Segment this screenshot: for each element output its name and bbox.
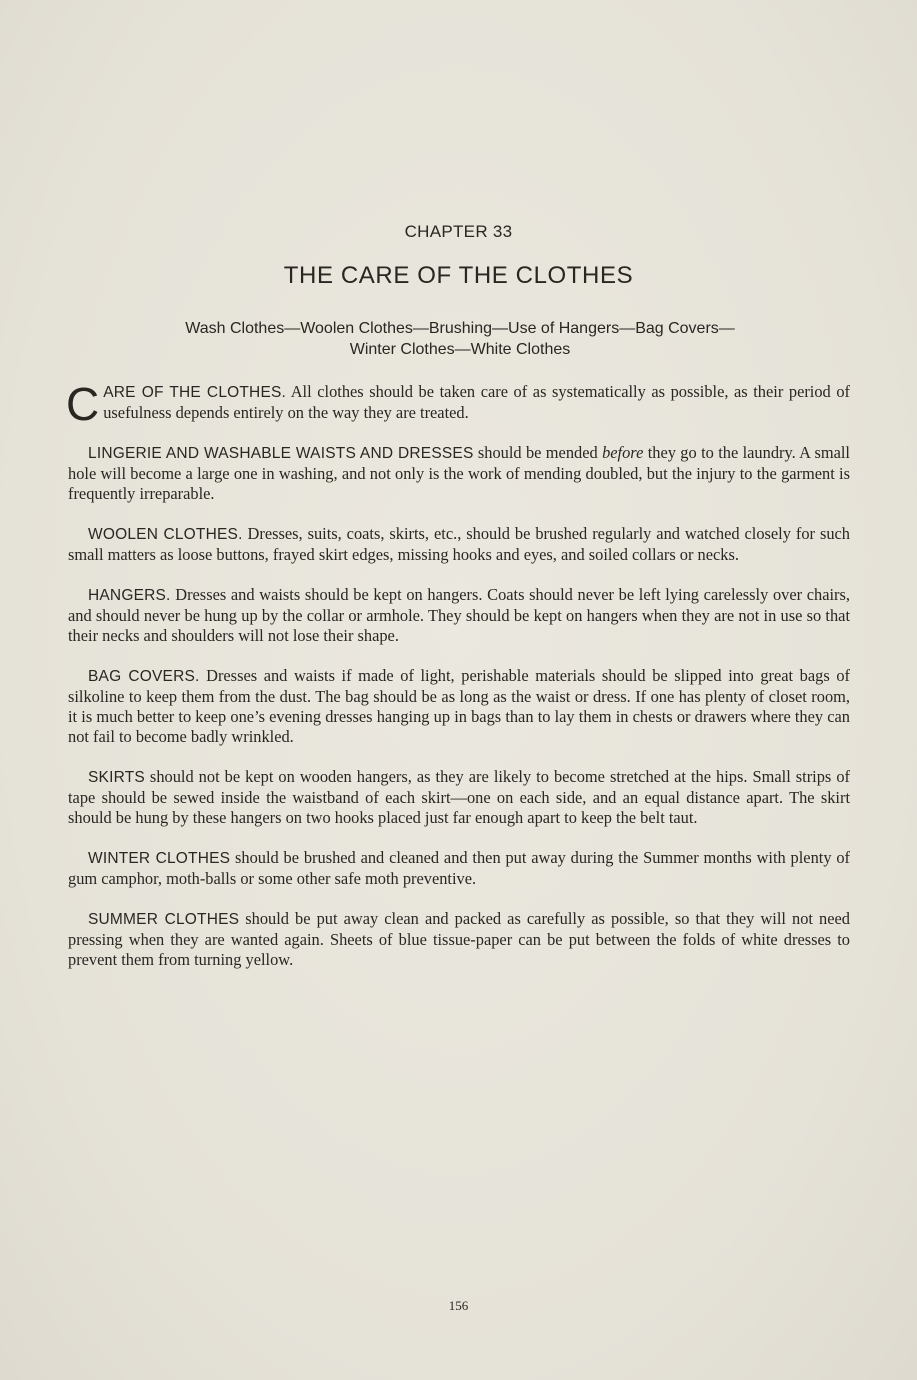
paragraph-woolen-clothes <box>68 524 850 565</box>
paragraph-lead: SKIRTS <box>88 769 145 786</box>
paragraph-emphasis: before <box>602 443 644 462</box>
page-number: 156 <box>448 1298 469 1313</box>
paragraph-hangers <box>68 585 850 646</box>
chapter-title: THE CARE OF THE CLOTHES <box>283 262 634 289</box>
paragraph-lead: SUMMER CLOTHES <box>88 911 240 928</box>
paragraph-lead: WINTER CLOTHES <box>88 850 231 867</box>
paragraph-lingerie <box>68 443 850 504</box>
paragraph-lead: ARE OF THE CLOTHES. <box>103 384 287 401</box>
paragraph-summer-clothes <box>68 909 850 970</box>
drop-cap: C <box>66 378 100 430</box>
chapter-subtitle <box>130 318 790 360</box>
paragraph-text: should be put away clean and packed as carefully as possible, so that they will not need pressing when they are wanted again. Sheets of blue tissue-paper can be put between the folds of white dresses to prevent them from turning yellow. <box>68 909 850 969</box>
paragraph-lead: HANGERS. <box>88 587 171 604</box>
body-text <box>66 378 850 990</box>
paragraph-lead: BAG COVERS. <box>88 668 200 685</box>
subtitle-line: Winter Clothes—White Clothes <box>349 341 571 358</box>
paragraph-text: All clothes should be taken care of as systematically as possible, as their period of usefulness depends entirely on the way they are treated. <box>103 382 850 422</box>
chapter-heading: CHAPTER 33 <box>404 222 513 241</box>
paragraph-text: Dresses and waists should be kept on hangers. Coats should never be left lying carelessly over chairs, and should never be hung up by the collar or armhole. They should be kept on hangers when they are not in use so that their necks and shoulders will not lose their shape. <box>68 585 850 645</box>
paragraph-text: should not be kept on wooden hangers, as they are likely to become stretched at the hips. Small strips of tape should be sewed inside the waistband of each skirt—one on each side, and an equal distance apart. The skirt should be hung by these hangers on two hooks placed just far enough apart to keep the belt taut. <box>68 767 850 827</box>
paragraph-skirts <box>68 767 850 828</box>
paragraph-text: should be mended <box>473 443 603 462</box>
paragraph-care-of-clothes <box>66 378 850 430</box>
paragraph-text: Dresses and waists if made of light, perishable materials should be slipped into great bags of silkoline to keep them from the dust. The bag should be as long as the waist or dress. If one has plenty of closet room, it is much better to keep one’s evening dresses hanging up in bags than to lay them in chests or drawers where they can not fail to become badly wrinkled. <box>68 666 850 746</box>
paragraph-winter-clothes <box>68 848 850 889</box>
subtitle-line: Wash Clothes—Woolen Clothes—Brushing—Use of Hangers—Bag Covers— <box>185 320 735 337</box>
paragraph-lead: WOOLEN CLOTHES. <box>88 526 243 543</box>
paragraph-text: they go to the laundry. A small hole will become a large one in washing, and not only is the work of mending doubled, but the injury to the garment is frequently irreparable. <box>68 443 850 503</box>
paragraph-text: Dresses, suits, coats, skirts, etc., should be brushed regularly and watched closely for such small matters as loose buttons, frayed skirt edges, missing hooks and eyes, and soiled collars or necks. <box>68 524 850 564</box>
paragraph-lead: LINGERIE AND WASHABLE WAISTS AND DRESSES <box>88 445 474 462</box>
paragraph-bag-covers <box>68 666 850 747</box>
paragraph-text: should be brushed and cleaned and then put away during the Summer months with plenty of gum camphor, moth-balls or some other safe moth preventive. <box>68 848 850 888</box>
